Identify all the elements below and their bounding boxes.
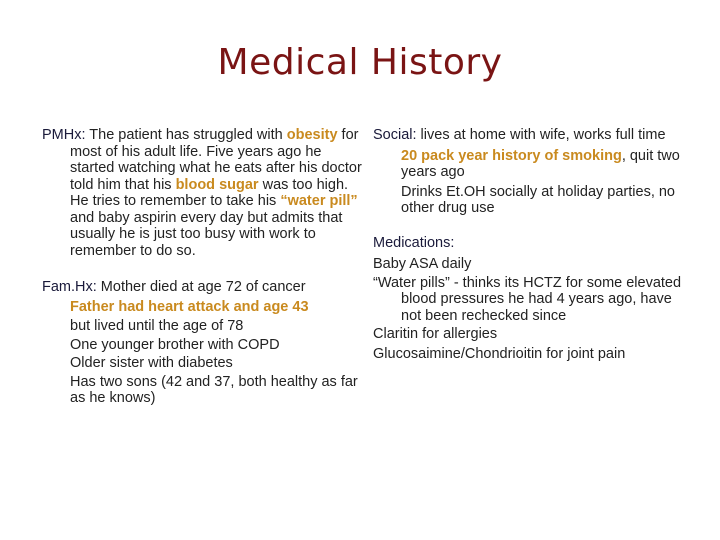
social-label: Social:: [373, 127, 417, 143]
famhx-father: Father had heart attack and age 43: [70, 298, 309, 315]
social-smoking: 20 pack year history of smoking: [401, 147, 622, 164]
famhx-paragraph: [42, 279, 362, 296]
famhx-line-1: but lived until the age of 78: [70, 318, 244, 334]
famhx-details: [42, 299, 362, 407]
pmhx-label: PMHx:: [42, 127, 86, 143]
med-item-3: Claritin for allergies: [373, 326, 498, 342]
pmhx-paragraph: [42, 127, 362, 259]
social-text-2: , quit two years ago: [401, 147, 680, 180]
pmhx-blood-sugar: blood sugar: [175, 176, 259, 193]
med-item-4: Glucosaimine/Chondrioitin for joint pain: [373, 345, 626, 362]
pmhx-obesity: obesity: [286, 127, 338, 143]
pmhx-text-1: The patient has struggled with: [85, 127, 287, 143]
social-line-1: Drinks Et.OH socially at holiday parties, no other drug use: [401, 183, 675, 216]
famhx-line-4: Has two sons (42 and 37, both healthy as far as he knows): [70, 373, 358, 406]
famhx-line-3: Older sister with diabetes: [70, 355, 233, 371]
left-column: [42, 127, 362, 407]
social-paragraph: [373, 127, 693, 144]
med-item-2: “Water pills” - thinks its HCTZ for some elevated blood pressures he had 4 years ago, have not been rechecked since: [373, 274, 682, 324]
pmhx-text-3: was too high. He tries to remember to take his: [70, 176, 349, 209]
famhx-text-1: Mother died at age 72 of cancer: [96, 279, 306, 295]
med-item-1: Baby ASA daily: [373, 256, 472, 272]
famhx-line-2: One younger brother with COPD: [70, 336, 280, 353]
right-column: [373, 127, 693, 362]
pmhx-text-4: and baby aspirin every day but admits that usually he is just too busy with work to remember to do so.: [70, 209, 343, 259]
famhx-label: Fam.Hx:: [42, 279, 97, 295]
page-title: Medical History: [217, 42, 503, 83]
social-details: [373, 148, 693, 217]
social-smoking-line: [401, 148, 693, 181]
pmhx-text-2: for most of his adult life. Five years ago he started watching what he eats after his doctor told him that his: [70, 127, 362, 193]
medications-label: Medications:: [373, 234, 455, 251]
pmhx-water-pill: “water pill”: [280, 193, 358, 209]
social-text-1: lives at home with wife, works full time: [416, 127, 666, 143]
